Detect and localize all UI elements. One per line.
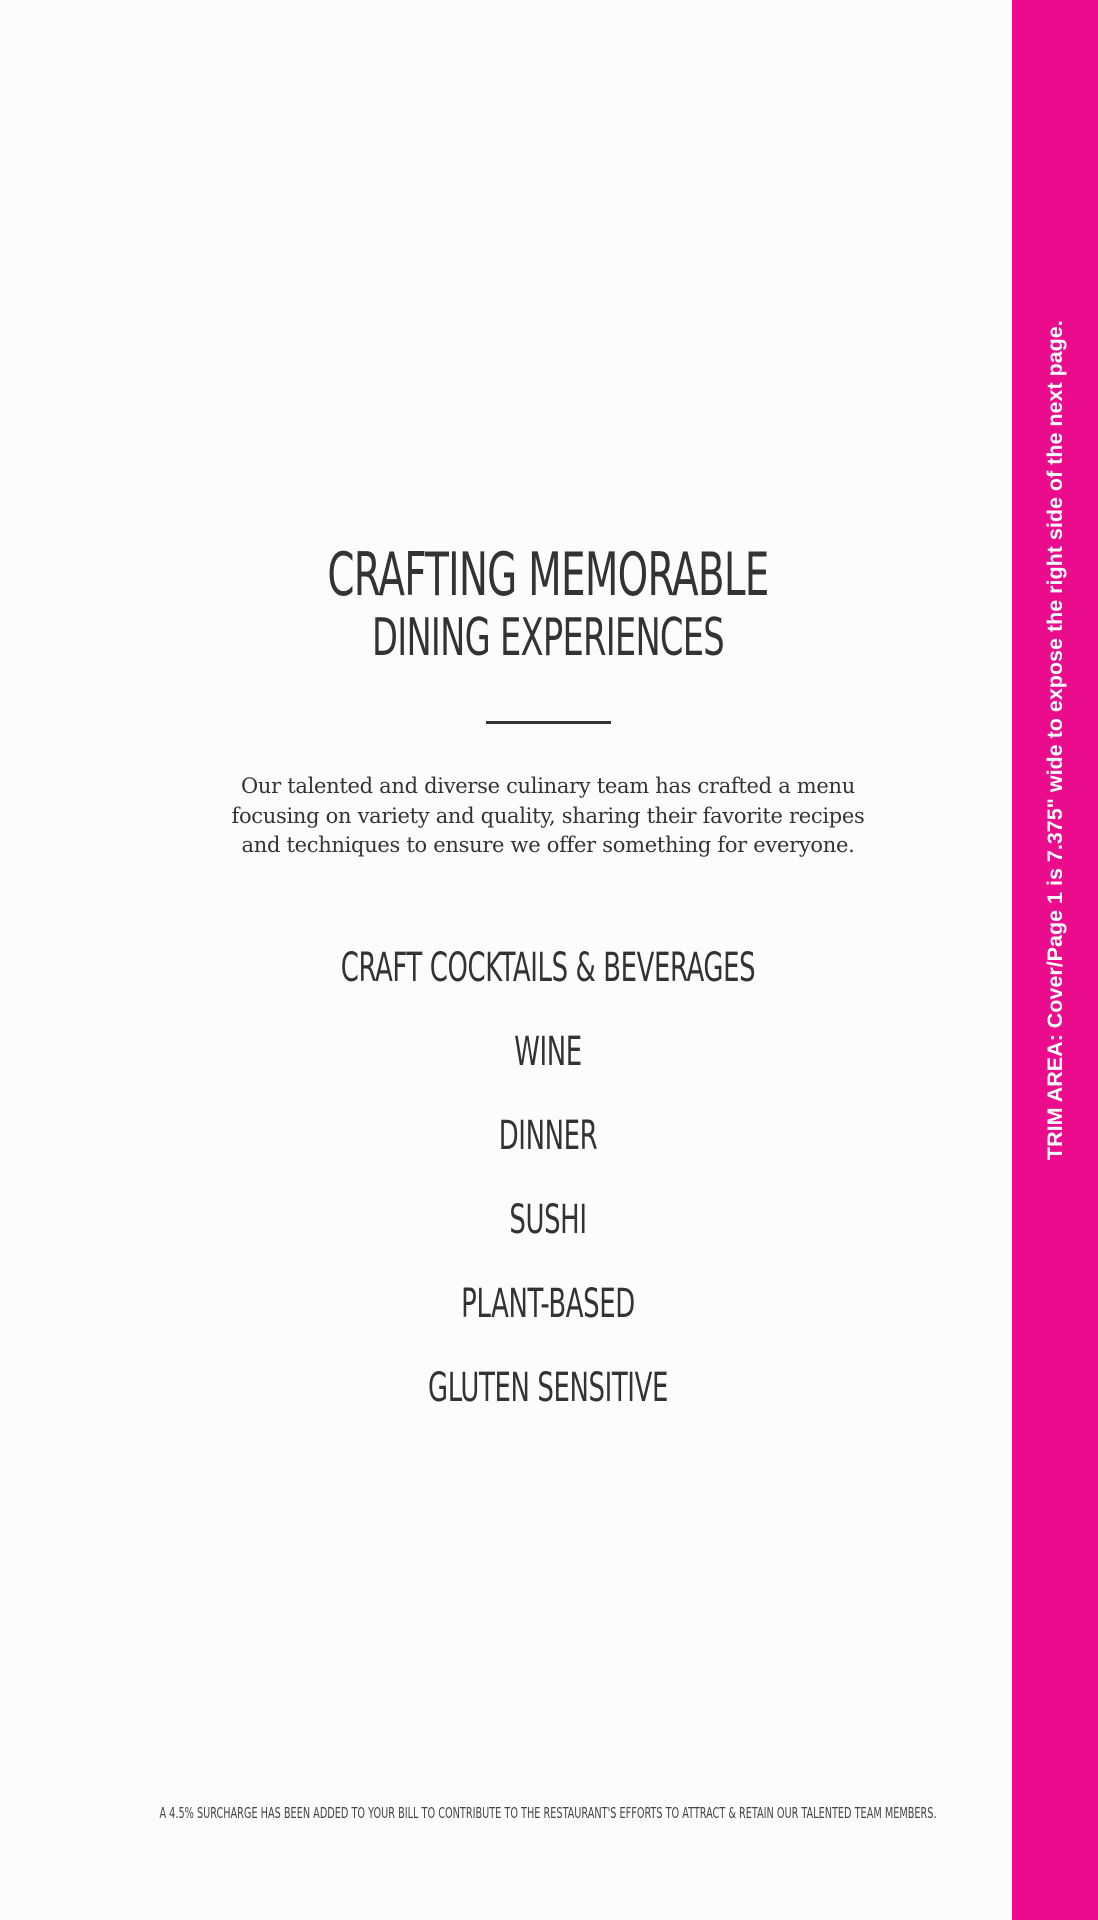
intro-line: and techniques to ensure we offer something for everyone. — [241, 833, 855, 857]
page-title-line-2: DINING EXPERIENCES — [372, 608, 724, 668]
surcharge-footnote: A 4.5% SURCHARGE HAS BEEN ADDED TO YOUR BILL TO CONTRIBUTE TO THE RESTAURANT'S EFFORTS TO ATTRACT & RETAIN OUR TALENTED TEAM MEMBERS. — [159, 1804, 937, 1822]
menu-link-sushi[interactable]: SUSHI — [509, 1197, 587, 1243]
menu-link-plant-based[interactable]: PLANT-BASED — [461, 1281, 635, 1327]
page-title-line-1: CRAFTING MEMORABLE — [327, 540, 769, 610]
title-divider — [486, 721, 611, 724]
intro-line: focusing on variety and quality, sharing their favorite recipes — [231, 803, 865, 828]
menu-link-dinner[interactable]: DINNER — [498, 1113, 598, 1159]
menu-section-list — [0, 940, 1096, 1444]
menu-link-cocktails[interactable]: CRAFT COCKTAILS & BEVERAGES — [340, 945, 756, 991]
intro-line: Our talented and diverse culinary team has crafted a menu — [241, 774, 855, 798]
intro-paragraph — [198, 772, 898, 861]
trim-area-label: TRIM AREA: Cover/Page 1 is 7.375" wide to expose the right side of the next page. — [1043, 320, 1067, 1160]
menu-link-gluten-sensitive[interactable]: GLUTEN SENSITIVE — [428, 1365, 668, 1411]
menu-link-wine[interactable]: WINE — [514, 1029, 582, 1075]
